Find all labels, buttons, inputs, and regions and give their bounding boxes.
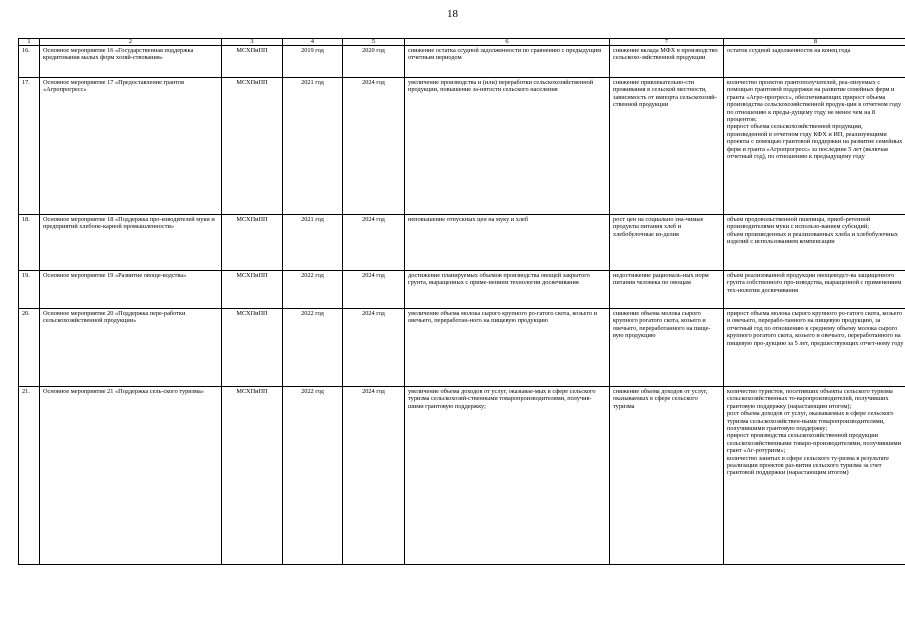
indicator: количество туристов, посетивших объекты сельского туризма сельскохозяйственных то-варопроизводителей, получивших грантовую поддержку (нарастающим итогом); рост объема доходов от услуг, оказываемых в сфере сельского туризма сельскохозяйствен-ными товаропроизводителями, получившими грантовую поддержку; прирост производства сельскохозяйственной продукции сельскохозяйственными товаро-производителями, получившими грант «Аг-ротуризм»; количество занятых в сфере сельского ту-ризма в результате реализации проектов раз-вития сельского туризма за счет грантовой поддержки (нарастающим итогом) [724,387,905,565]
header-cell: 7 [610,39,724,46]
end-year: 2024 год [343,309,405,387]
executor: МСХПиПП [222,78,283,215]
measure-name: Основное мероприятие 21 «Поддержка сель-ского туризма» [40,387,222,565]
consequence: снижение объема доходов от услуг, оказываемых в сфере сельского туризма [610,387,724,565]
consequence: снижение объема молока сырого крупного рогатого скота, козьего и овечьего, переработанного на пище-вую продукцию [610,309,724,387]
header-cell: 4 [283,39,343,46]
row-number: 20. [19,309,40,387]
start-year: 2022 год [283,271,343,309]
measure-name: Основное мероприятие 19 «Развитие овоще-водства» [40,271,222,309]
end-year: 2020 год [343,46,405,78]
start-year: 2021 год [283,215,343,271]
row-number: 21. [19,387,40,565]
header-cell: 3 [222,39,283,46]
indicator: объем продовольственной пшеницы, приоб-ретенной производителями муки с использо-ванием субсидий; объем произведенных и реализованных хлеба и хлебобулочных изделий с использованием компенсации [724,215,905,271]
measure-name: Основное мероприятие 16 «Государственная поддержка кредитования малых форм хозяй-ствования» [40,46,222,78]
table-row [19,78,905,215]
consequence: снижение привлекательно-сти проживания в сельской местности, зависимость от импорта сельскохозяй-ственной продукции [610,78,724,215]
measure-name: Основное мероприятие 20 «Поддержка пере-работки сельскохозяйственной продукции» [40,309,222,387]
table-row [19,271,905,309]
table-row [19,46,905,78]
executor: МСХПиПП [222,387,283,565]
start-year: 2022 год [283,309,343,387]
executor: МСХПиПП [222,309,283,387]
consequence: недостижение рациональ-ных норм питания человека по овощам [610,271,724,309]
indicator: остаток ссудной задолженности на конец года [724,46,905,78]
header-cell: 2 [40,39,222,46]
row-number: 18. [19,215,40,271]
row-number: 17. [19,78,40,215]
start-year: 2022 год [283,387,343,565]
row-number: 19. [19,271,40,309]
executor: МСХПиПП [222,215,283,271]
end-year: 2024 год [343,215,405,271]
consequence: снижение вклада МФХ в производство сельскохо-зяйственной продукции [610,46,724,78]
measure-name: Основное мероприятие 17 «Предоставление грантов «Агропрогресс» [40,78,222,215]
indicator: количество проектов грантополучателей, реа-лизуемых с помощью грантовой поддержки на развитие семейных ферм и гранта «Агро-прогресс», обеспечивающих прирост объема производства сельскохозяйственной продук-ции в отчетном году по отношению к преды-дущему году не менее чем на 8 процентов; прирост объема сельскохозяйственной продукции, произведенной в отчетном году КФХ и ИП, реализующими проекты с помощью грантовой поддержки на развитие семейных ферм и гранта «Агропрогресс» за последние 5 лет (включая отчетный год), по отношению к предыдущему году [724,78,905,215]
expected-result: снижение остатка ссудной задолженности по сравнению с предыдущим отчетным периодом [405,46,610,78]
indicator: прирост объема молока сырого крупного ро-гатого скота, козьего и овечьего, перерабо-танного на пищевую продукцию, за отчетный год по отношению к среднему объему молока сырого крупного рогатого скота, козьего и овечьего, переработанного на пищевую про-дукцию за 5 лет, предшествующих отчет-ному году [724,309,905,387]
header-cell: 5 [343,39,405,46]
indicator: объем реализованной продукции овощеводст-ва защищенного грунта собственного про-изводства, выращенной с применением тех-нологии досвечивания [724,271,905,309]
expected-result: увеличение производства и (или) переработки сельскохозяйственной продукции, повышение за-нятости сельского населения [405,78,610,215]
header-cell: 1 [19,39,40,46]
measure-name: Основное мероприятие 18 «Поддержка про-изводителей муки и предприятий хлебопе-карной промышленности» [40,215,222,271]
executor: МСХПиПП [222,46,283,78]
end-year: 2024 год [343,271,405,309]
consequence: рост цен на социально зна-чимые продукты питания хлеб и хлебобулочные из-делия [610,215,724,271]
table-row [19,309,905,387]
table-row [19,387,905,565]
table-header-row [19,39,905,46]
table-row [19,215,905,271]
end-year: 2024 год [343,387,405,565]
end-year: 2024 год [343,78,405,215]
page-number: 18 [447,8,458,20]
header-cell: 6 [405,39,610,46]
expected-result: увеличение объема молока сырого крупного ро-гатого скота, козьего и овечьего, переработан-ного на пищевую продукцию [405,309,610,387]
header-cell: 8 [724,39,905,46]
expected-result: неповышение отпускных цен на муку и хлеб [405,215,610,271]
expected-result: увеличение объема доходов от услуг, оказывае-мых в сфере сельского туризма сельскохозяй-ственными товаропроизводителями, получив-шими грантовую поддержку; [405,387,610,565]
expected-result: достижение планируемых объемов производства овощей закрытого грунта, выращенных с приме-нением технологии досвечивания [405,271,610,309]
row-number: 16. [19,46,40,78]
start-year: 2021 год [283,78,343,215]
executor: МСХПиПП [222,271,283,309]
start-year: 2019 год [283,46,343,78]
measures-table [18,38,905,565]
